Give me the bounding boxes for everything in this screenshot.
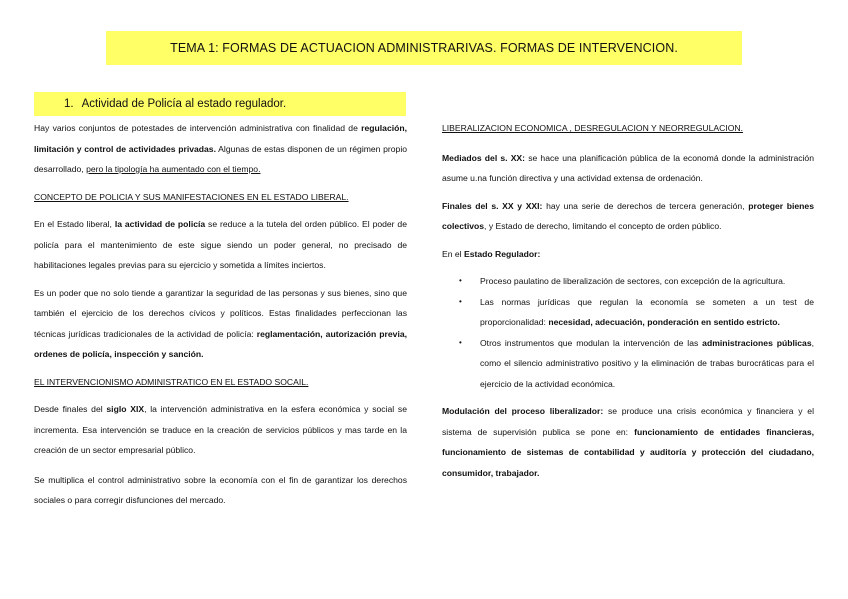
underlined-heading: EL INTERVENCIONISMO ADMINISTRATICO EN EL ESTADO SOCAIL. (34, 376, 309, 387)
text-run: se reduce a la tutela del orden público. El poder de policía para el mantenimiento de este sigue siendo un poder general, no precisado de habilitaciones legales previas para su ejercicio y sometida a límites inciertos. (34, 219, 407, 270)
left-column (34, 118, 407, 511)
modulacion-paragraph (442, 401, 814, 483)
underlined-heading: CONCEPTO DE POLICIA Y SUS MANIFESTACIONES EN EL ESTADO LIBERAL. (34, 191, 349, 202)
estado-liberal-paragraph (34, 214, 407, 276)
text-run: En el Estado liberal, (34, 219, 115, 229)
siglo-xix-paragraph (34, 399, 407, 461)
bold-run: regulación, limitación y control de actividades privadas. (34, 123, 407, 154)
bold-run: administraciones públicas (702, 337, 812, 348)
text-run: Proceso paulatino de liberalización de sectores, con excepción de la agricultura. (480, 276, 786, 286)
finales-paragraph (442, 196, 814, 237)
bold-run: funcionamiento de entidades financieras, funcionamiento de sistemas de contabilidad y auditoría y protección del ciudadano, consumidor, trabajador. (442, 426, 814, 478)
bold-run: Mediados del s. XX: (442, 152, 526, 163)
text-run: hay una serie de derechos de tercera generación, (542, 200, 749, 211)
section-heading-1 (34, 92, 406, 116)
regulador-bullet-list (442, 271, 814, 394)
text-run: , y Estado de derecho, limitando el concepto de orden público. (484, 221, 722, 231)
text-run: Es un poder que no solo tiende a garantizar la seguridad de las personas y sus bienes, sino que también el ejercicio de los derechos cívicos y políticos. Estas finalidades perfeccionan las técnicas jurídicas tradicionales de la actividad de policía: (34, 287, 407, 339)
text-run: Las normas jurídicas que regulan la economía se someten a un test de proporcionalidad: (480, 296, 814, 327)
text-run: En el (442, 248, 464, 259)
text-run: se hace una planificación pública de la economá donde la administración asume u.na función directiva y una actividad extensa de ordenación. (442, 152, 814, 183)
bold-run: la actividad de policía (114, 219, 206, 229)
text-run: Otros instrumentos que modulan la intervención de las (480, 337, 703, 348)
bold-run: Estado Regulador: (463, 248, 541, 259)
control-paragraph: Se multiplica el control administrativo sobre la economía con el fin de garantizar los derechos sociales o para corregir disfunciones del mercado. (34, 474, 407, 505)
bold-run: Finales del s. XX y XXI: (442, 200, 543, 211)
document-title: TEMA 1: FORMAS DE ACTUACION ADMINISTRARIVAS. FORMAS DE INTERVENCION. (170, 41, 678, 55)
text-run: Hay varios conjuntos de potestades de intervención administrativa con finalidad de (34, 123, 362, 133)
underlined-heading: LIBERALIZACION ECONOMICA , DESREGULACION Y NEORREGULACION. (442, 123, 744, 133)
bold-run: siglo XIX (106, 404, 145, 414)
section-number: 1. (64, 98, 74, 110)
text-run: Algunas de estas disponen de un régimen propio desarrollado, (34, 143, 408, 174)
list-item (442, 333, 814, 395)
list-item (442, 271, 814, 292)
underlined-run: pero la tipología ha aumentado con el tiempo. (86, 164, 261, 174)
text-run: , la intervención administrativa en la esfera económica y social se incrementa. Esa intervención se traduce en la creación de servicios públicos y mas tarde en la creación de un sector empresarial público. (34, 404, 407, 455)
poder-paragraph (34, 283, 407, 365)
bullet-icon: • (459, 276, 462, 285)
bold-run: necesidad, adecuación, ponderación en sentido estricto. (548, 317, 780, 327)
right-column (442, 118, 814, 483)
concepto-heading (34, 187, 407, 208)
estado-regulador-paragraph (442, 244, 814, 265)
list-item (442, 292, 814, 333)
liberalizacion-heading (442, 118, 814, 139)
bold-run: reglamentación, autorización previa, ordenes de policía, inspección y sanción. (34, 328, 407, 359)
text-run: se produce una crisis económica y financiera y el sistema de supervisión publica se pone en: (442, 406, 814, 437)
text-run: Desde finales del (34, 404, 107, 414)
document-title-banner (106, 31, 742, 65)
bullet-icon: • (459, 296, 462, 306)
intervencionismo-heading (34, 372, 407, 393)
text-run: , como el silencio administrativo positivo y la eliminación de trabas burocráticas para el ejercicio de la actividad económica. (480, 337, 814, 389)
bold-run: Modulación del proceso liberalizador: (442, 406, 604, 416)
mediados-paragraph (442, 148, 814, 189)
bullet-icon: • (459, 337, 462, 347)
section-title: Actividad de Policía al estado regulador. (81, 98, 287, 110)
intro-paragraph (34, 118, 407, 180)
bold-run: proteger bienes colectivos (442, 200, 814, 231)
